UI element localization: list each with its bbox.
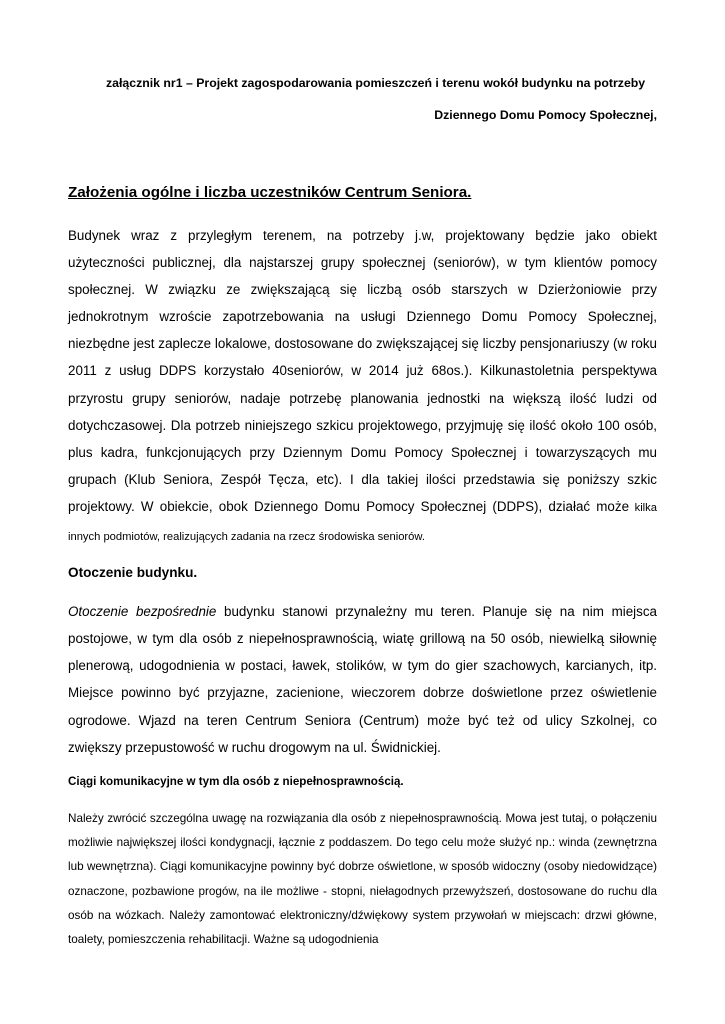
header-line-2: Dziennego Domu Pomocy Społecznej, [434, 108, 657, 122]
section-title-surroundings: Otoczenie budynku. [68, 565, 198, 581]
document-header [68, 0, 657, 131]
paragraph-assumptions-tail: kilka innych podmiotów, realizujących zadania na rzecz środowiska seniorów. [68, 501, 657, 544]
paragraph-surroundings-lead: Otoczenie bezpośrednie [68, 604, 217, 620]
paragraph-surroundings [68, 598, 657, 761]
paragraph-circulation: Należy zwrócić szczególna uwagę na rozwiązania dla osób z niepełnosprawnością. Mowa jest tutaj, o połączeniu możliwie największej ilości kondygnacji, łącznie z poddaszem. Do tego celu może służyć np.: winda (zewnętrzna lub wewnętrzna). Ciągi komunikacyjne powinny być dobrze oświetlone, w sposób widoczny (osoby niedowidzące) oznaczone, pozbawione progów, na ile możliwe - stopni, niełagodnych przewyższeń, dostosowane do ruchu dla osób na wózkach. Należy zamontować elektroniczny/dźwiękowy system przywołań w miejscach: drzwi główne, toalety, pomieszczenia rehabilitacji. Ważne są udogodnienia [68, 811, 657, 947]
header-line-1: załącznik nr1 – Projekt zagospodarowania pomieszczeń i terenu wokół budynku na potrzeby [106, 76, 646, 90]
section-title-assumptions: Założenia ogólne i liczba uczestników Centrum Seniora. [68, 184, 472, 201]
paragraph-assumptions-main: Budynek wraz z przyległym terenem, na potrzeby j.w, projektowany będzie jako obiekt użyteczności publicznej, dla najstarszej grupy społecznej (seniorów), w tym klientów pomocy społecznej. W związku ze zwiększającą się liczbą osób starszych w Dzierżoniowie przy jednokrotnym wzroście zapotrzebowania na usługi Dziennego Domu Pomocy Społecznej, niezbędne jest zaplecze lokalowe, dostosowane do zwiększającej się liczby pensjonariuszy (w roku 2011 z usług DDPS korzystało 40seniorów, w 2014 już 68os.). Kilkunastoletnia perspektywa przyrostu grupy seniorów, nadaje potrzebę planowania jednostki na większą ilość ludzi od dotychczasowej. Dla potrzeb niniejszego szkicu projektowego, przyjmuję się ilość około 100 osób, plus kadra, funkcjonujących przy Dziennym Domu Pomocy Społecznej i towarzyszących mu grupach (Klub Seniora, Zespół Tęcza, etc). I dla takiej ilości przedstawia się poniższy szkic projektowy. W obiekcie, obok Dziennego Domu Pomocy Społecznej (DDPS), działać może [68, 228, 657, 514]
paragraph-assumptions [68, 222, 657, 551]
paragraph-surroundings-text: budynku stanowi przynależny mu teren. Planuje się na nim miejsca postojowe, w tym dla osób z niepełnosprawnością, wiatę grillową na 50 osób, niewielką siłownię plenerową, udogodnienia w postaci, ławek, stolików, w tym do gier szachowych, karcianych, itp. Miejsce powinno być przyjazne, zacienione, wieczorem dobrze doświetlone przez oświetlenie ogrodowe. Wjazd na teren Centrum Seniora (Centrum) może być też od ulicy Szkolnej, co zwiększy przepustowość w ruchu drogowym na ul. Świdnickiej. [68, 604, 657, 755]
section-title-circulation: Ciągi komunikacyjne w tym dla osób z niepełnosprawnością. [68, 774, 404, 788]
